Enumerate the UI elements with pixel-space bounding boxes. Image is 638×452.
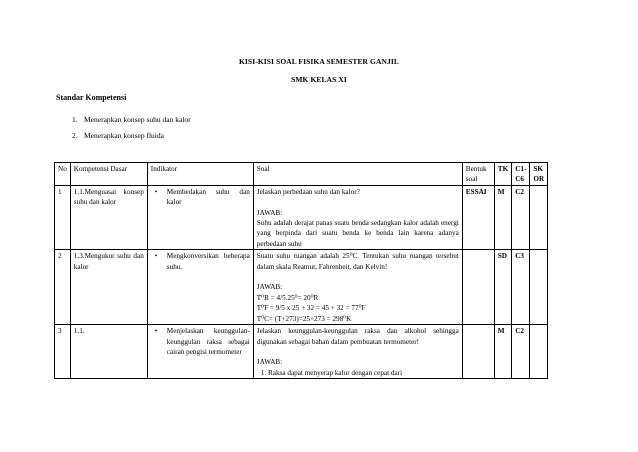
cell-indikator: • Mengkonversikan beberapa suhu. [147,250,253,325]
table-row [55,185,548,249]
document-subtitle: SMK KELAS XI [291,75,347,84]
header-skor: SK OR [530,163,548,186]
cell-kompetensi-dasar: 1.1. [70,325,147,379]
cell-no: 1 [55,185,71,249]
header-tk: TK [494,163,511,186]
cell-kompetensi-dasar: 1.1.Menguasai konsep suhu dan kalor [70,185,147,249]
list-item: 2. Menerapkan konsep fluida [72,131,164,140]
cell-bentuk-soal: ESSAI [462,185,494,249]
cell-soal: Jelaskan perbedaan suhu dan kalor? JAWAB: Suhu adalah derajat panas suatu benda sedangkan kalor adalah energi yang berpinda dari suatu benda ke benda lain karena adanya perbedaan suhu [253,185,462,249]
header-soal: Soal [253,163,462,186]
bullet-icon: • [154,327,158,336]
cell-indikator: • Menjelaskan keunggulan-keunggulan raksa sebagai cairan pengisi termometer [147,325,253,379]
cell-c-level: C3 [512,250,530,325]
cell-no: 2 [55,250,71,325]
cell-c-level: C2 [512,185,530,249]
cell-soal: Suatu suhu ruangan adalah 25⁰C. Tentukan suhu ruangan tersebut dalam skala Reamur, Fahrenheit, dan Kelvin! JAWAB: T⁰R = 4/5.25⁰= 20⁰R T⁰F = 9/5 x 25 + 32 = 45 + 32 = 77⁰F T⁰C= (T+273)=25+273 = 298⁰K [253,250,462,325]
table-row [55,325,548,379]
cell-bentuk-soal [462,325,494,379]
header-indikator: Indikator [147,163,253,186]
cell-tk: M [494,325,511,379]
standar-kompetensi-list [72,114,191,146]
table-row [55,250,548,325]
header-no: No [55,163,71,186]
header-c1-c6: C1-C6 [512,163,530,186]
table-header-row [55,163,548,186]
header-kompetensi-dasar: Kompetensi Dasar [70,163,147,186]
standar-kompetensi-heading: Standar Kompetensi [56,93,127,102]
header-bentuk-soal: Bentuk soal [462,163,494,186]
bullet-icon: • [154,252,158,261]
cell-tk: M [494,185,511,249]
cell-tk: SD [494,250,511,325]
bullet-icon: • [154,187,158,196]
cell-skor [530,250,548,325]
cell-bentuk-soal [462,250,494,325]
document-title: KISI-KISI SOAL FISIKA SEMESTER GANJIL [238,57,399,66]
cell-kompetensi-dasar: 1.3.Mengukur suhu dan kalor [70,250,147,325]
cell-soal: Jelaskan keunggulan-keunggulan raksa dan alkohol sehingga digunakan sebagai bahan dalam pembuatan termometer! JAWAB: 1. Raksa dapat menyerap kalor dengan cepat dari [253,325,462,379]
kisi-kisi-table [54,162,548,379]
cell-c-level: C2 [512,325,530,379]
list-item: 1. Menerapkan konsep suhu dan kalor [72,115,191,124]
cell-skor [530,185,548,249]
cell-skor [530,325,548,379]
cell-no: 3 [55,325,71,379]
cell-indikator: • Membedakan suhu dan kalor [147,185,253,249]
